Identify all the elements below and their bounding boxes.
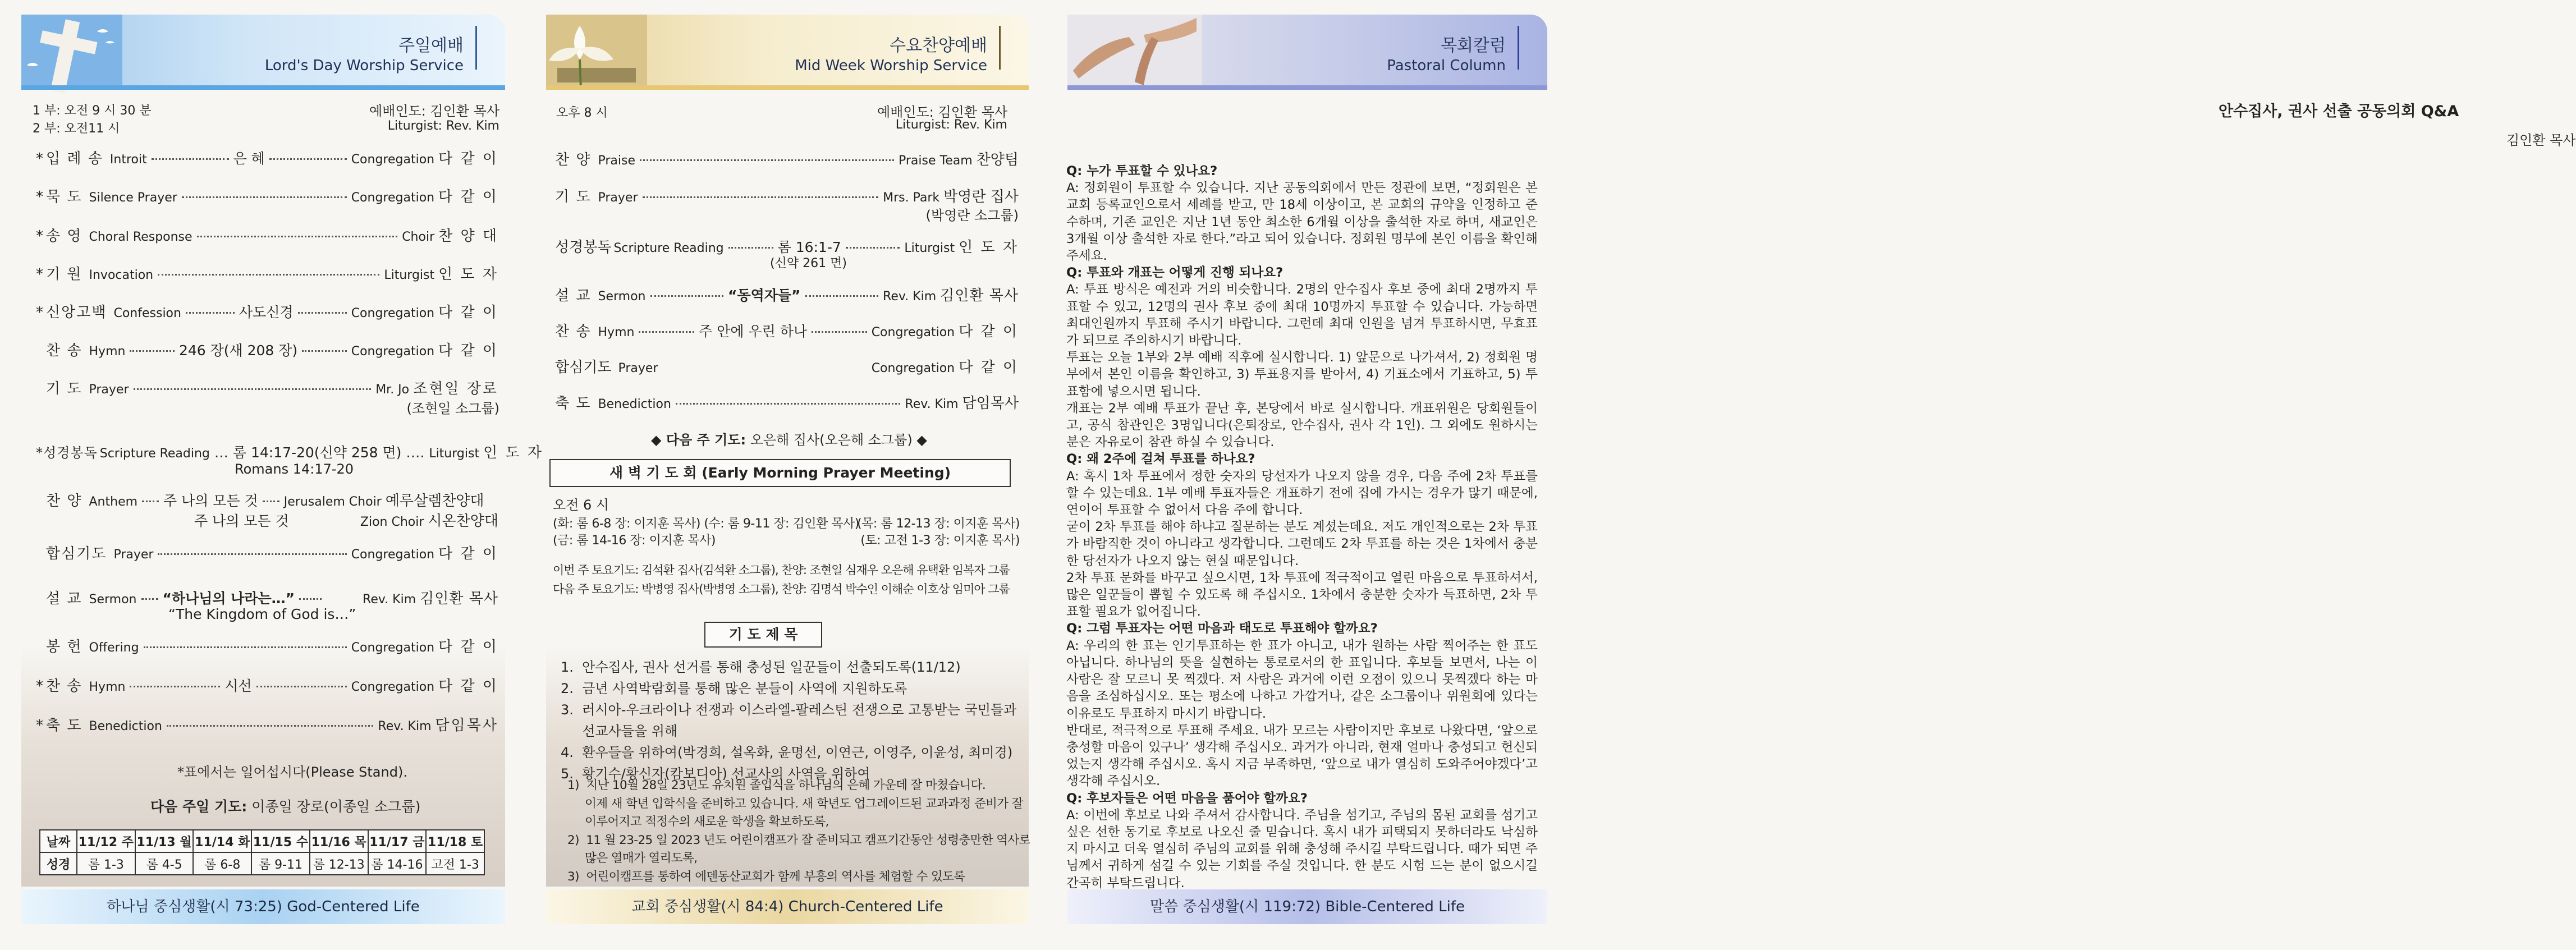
column-paragraph: A: 우리의 한 표는 인기투표하는 한 표가 아니고, 내가 원하는 사람 찍어주는 한 표도 아닙니다. 하나님의 뜻을 실현하는 통로로서의 한 표입니다. 후보들 보면서, 나는 이 사람은 잘 모르니 못 찍겠다. 저 사람은 과거에 이런 오점이 있으니 못찍겠다 하는 마음을 조심하십시오. 또는 평소에 나하고 가깝거나, 같은 소그룹이나 위원회에 있다는 이유로도 투표하지 마시기 바랍니다.: [1066, 638, 1538, 721]
order-detail: “하나님의 나라는…”: [162, 590, 295, 607]
list-item: 1. 안수집사, 권사 선거를 통해 충성된 일꾼들이 선출되도록(11/12): [561, 659, 961, 675]
list-item: 3) 어린이캠프를 통하여 에덴동산교회가 함께 부흥의 역사를 체험할 수 있도록: [567, 869, 965, 884]
table-cell-verse: 롬 12-13: [310, 852, 368, 875]
prayer-group: (박영란 소그룹): [925, 208, 1019, 223]
column-question: Q: 누가 투표할 수 있나요?: [1066, 164, 1218, 178]
column-paragraph: A: 투표 방식은 예전과 거의 비슷합니다. 2명의 안수집사 후보 중에 최대 2명까지 투표할 수 있고, 12명의 권사 후보 중에 최대 10명까지 투표할 수 있습니다. 가능하면 최대인원까지 투표해 주시기 바랍니다. 그런데 최대 인원을 넘겨 투표하시면, 무효표가 되므로 주의하시기 바랍니다.: [1066, 282, 1538, 348]
footer-motto: 하나님 중심생활(시 73:25) God-Centered Life: [21, 889, 505, 924]
order-detail: … 롬 14:17-20(신약 258 면) ….: [214, 444, 425, 461]
column-paragraph: 개표는 2부 예배 투표가 끝난 후, 본당에서 바로 실시합니다. 개표위원은 당회원들이고, 공식 참관인은 3명입니다(은퇴장로, 안수집사, 권사 각 1인). 그 외에도 원하시는 분은 자유로이 참관 하실 수 있습니다.: [1066, 401, 1538, 450]
stand-note: *표에서는 일어섭시다(Please Stand).: [177, 764, 407, 780]
order-item: [36, 224, 498, 245]
order-item-benediction: [555, 392, 1019, 412]
header-title-en: Pastoral Column: [1387, 57, 1506, 74]
order-eng: Prayer: [618, 361, 658, 375]
order-item: [46, 339, 498, 360]
liturgist: Liturgist: Rev. Kim: [387, 119, 499, 133]
column-paragraph: A: 정회원이 투표할 수 있습니다. 지난 공동의회에서 만든 정관에 보면, “정회원은 본 교회 등록교인으로서 세례를 받고, 만 18세 이상이고, 본 교회의 규약을 인정하고 준수하며, 기존 교인은 지난 1년 동안 최소한 6개월 이상을 출석한 자로 하며, 새교인은 3개월 이상 출석한 자로 한다.”라고 되어 있습니다. 정회원 명부에 본인 이름을 확인해 주세요.: [1066, 181, 1538, 264]
next-prayer: 다음 주일 기도: 이종일 장로(이종일 소그룹): [150, 798, 421, 815]
order-leader: Rev. Kim 담임목사: [905, 395, 1019, 412]
order-item-anthem: [46, 489, 498, 510]
service-time: 오후 8 시: [556, 106, 608, 120]
footer-motto: 말씀 중심생활(시 119:72) Bible-Centered Life: [1067, 889, 1547, 924]
column-title: 안수집사, 권사 선출 공동의회 Q&A: [2219, 103, 2459, 120]
order-detail: 사도신경: [239, 304, 294, 320]
order-eng: Hymn: [89, 680, 126, 694]
order-leader: Liturgist 인 도 자: [384, 266, 498, 283]
order-title: 묵 도: [46, 189, 82, 205]
sunday-header: [21, 15, 505, 89]
order-item-sermon: [555, 284, 1019, 305]
order-item-scripture: [36, 441, 543, 462]
table-cell-verse: 롬 6-8: [193, 852, 251, 875]
header-title-en: Mid Week Worship Service: [795, 57, 987, 74]
column-question: Q: 그럼 투표자는 어떤 마음과 태도로 투표해야 할까요?: [1066, 621, 1378, 636]
stand-mark: *: [36, 266, 43, 283]
order-eng: Anthem: [89, 495, 138, 509]
order-item: [36, 147, 498, 168]
order-detail: 주 안에 우린 하나: [699, 323, 808, 339]
bible-reading-table: [39, 829, 485, 875]
column-question: Q: 왜 2주에 걸쳐 투표를 하나요?: [1066, 452, 1255, 467]
order-title: *성경봉독: [36, 445, 98, 461]
order-leader: Congregation 다 같 이: [871, 359, 1019, 376]
order-leader: Congregation 다 같 이: [351, 678, 498, 695]
order-item-sermon: [46, 587, 498, 608]
stand-mark: *: [36, 150, 43, 167]
order-title: 설 교: [46, 590, 82, 607]
order-title: 봉 헌: [46, 639, 82, 655]
order-detail: 주 나의 모든 것: [163, 493, 258, 509]
order-item: [36, 674, 498, 695]
order-title: 찬 송: [46, 678, 82, 695]
order-leader: Rev. Kim 담임목사: [378, 717, 498, 734]
order-title: 설 교: [555, 287, 592, 304]
column-question: Q: 투표와 개표는 어떻게 진행 되나요?: [1066, 265, 1284, 281]
list-item: 2) 11 월 23-25 일 2023 년도 어린이캠프가 잘 준비되고 캠프기간동안 성령충만한 역사로: [567, 833, 1030, 847]
order-leader: Zion Choir 시온찬양대: [360, 513, 498, 530]
sunday-worship-panel: [0, 0, 543, 950]
order-eng: Hymn: [89, 345, 126, 359]
order-eng: Benediction: [598, 397, 671, 411]
order-detail: 시선: [224, 678, 252, 694]
order-eng: Offering: [89, 641, 139, 655]
table-cell-verse: 고전 1-3: [426, 852, 484, 875]
dawn-prayer-time: 오전 6 시: [553, 497, 609, 513]
midweek-header: [546, 15, 1029, 89]
table-cell-date: 11/13 월: [135, 830, 194, 852]
order-leader: Rev. Kim 김인환 목사: [363, 590, 498, 607]
order-leader: Congregation 다 같 이: [351, 639, 498, 655]
column-question: Q: 후보자들은 어떤 마음을 품어야 할까요?: [1066, 791, 1308, 806]
missionary-subtopics: [567, 777, 1030, 886]
order-eng: Introit: [109, 153, 147, 167]
order-leader: Congregation 다 같 이: [351, 304, 498, 321]
dawn-schedule-2b: (토: 고전 1-3 장: 이지훈 목사): [860, 534, 1020, 548]
stand-mark: *: [36, 717, 43, 734]
table-cell-date: 11/17 금: [368, 830, 427, 852]
order-title: 찬 양: [46, 493, 82, 510]
order-title: 입 례 송: [46, 150, 103, 167]
order-title: 찬 송: [555, 323, 592, 340]
order-eng: Confession: [113, 306, 181, 320]
footer-motto: 교회 중심생활(시 84:4) Church-Centered Life: [546, 889, 1029, 924]
order-item-praise: [555, 148, 1019, 169]
order-item: [36, 185, 498, 206]
order-leader: Congregation 다 같 이: [351, 545, 498, 562]
order-leader: Praise Team 찬양팀: [898, 152, 1019, 168]
stand-mark: *: [36, 228, 43, 245]
table-cell-date: 11/15 수: [251, 830, 310, 852]
table-cell-verse: 롬 1-3: [77, 852, 135, 875]
stand-mark: *: [36, 189, 43, 205]
column-paragraph: A: 혹시 1차 투표에서 정한 숫자의 당선자가 나오지 않을 경우, 다음 주에 2차 투표를 할 수 있는데요. 1부 예배 투표자들은 개표하기 전에 집에 가시는 경우가 많기 때문에, 연이어 투표할 수 없어서 다음 주에 합니다.: [1066, 469, 1538, 518]
order-title: 송 영: [46, 228, 82, 245]
order-detail: “동역자들”: [728, 287, 801, 304]
column-header: [1067, 15, 1547, 89]
table-cell-date: 11/18 토: [426, 830, 484, 852]
order-leader: Congregation 다 같 이: [351, 189, 498, 205]
order-title: 합심기도: [555, 359, 612, 376]
order-detail: 주 나의 모든 것: [194, 513, 289, 529]
order-leader: Mr. Jo 조현일 장로: [375, 380, 498, 397]
order-eng: Praise: [598, 154, 636, 168]
header-underline: [1067, 85, 1547, 90]
order-item: [36, 714, 498, 735]
order-title: 기 도: [555, 189, 592, 205]
order-eng: Sermon: [598, 290, 646, 304]
order-eng: Invocation: [89, 268, 154, 282]
column-author: 김인환 목사: [2506, 132, 2576, 148]
order-detail: 은 혜: [233, 150, 265, 167]
prayer-group: (조현일 소그룹): [406, 401, 499, 416]
order-leader: Liturgist 인 도 자: [429, 444, 543, 461]
column-paragraph: 2차 투표 문화를 바꾸고 싶으시면, 1차 투표에 적극적이고 열린 마음으로 투표하셔서, 많은 일꾼들이 뽑힐 수 있도록 해 주십시오. 1차에서 충분한 숫자가 득표하면, 2차 투표할 필요가 없어집니다.: [1066, 570, 1538, 619]
order-title: 합심기도: [46, 545, 107, 562]
order-leader: Congregation 다 같 이: [871, 323, 1019, 340]
list-item: 이제 새 학년 입학식을 준비하고 있습니다. 새 학년도 업그레이드된 교과과정 준비가 잘: [567, 796, 1023, 811]
order-detail: 246 장(새 208 장): [178, 342, 298, 359]
list-item: 5. 황기수/황신자(캄보디아) 선교사의 사역을 위하여: [561, 766, 870, 782]
order-title: 기 원: [46, 266, 82, 283]
order-item-hymn: [555, 320, 1019, 341]
header-title-kr: 수요찬양예배: [890, 36, 987, 56]
order-leader: Choir 찬 양 대: [402, 228, 498, 245]
order-eng: Scripture Reading: [99, 447, 210, 461]
order-eng: Sermon: [89, 593, 137, 607]
table-row-label: 날짜: [40, 830, 77, 852]
dawn-schedule-2a: (금: 롬 14-16 장: 이지훈 목사): [553, 534, 716, 548]
table-cell-date: 11/14 화: [193, 830, 251, 852]
header-accent-bar: [999, 26, 1001, 70]
prayer-topics-list: [561, 657, 1021, 784]
header-accent-bar: [475, 26, 477, 70]
stand-mark: *: [36, 304, 43, 321]
order-leader: Mrs. Park 박영란 집사: [883, 189, 1019, 205]
column-body: [1066, 163, 1538, 892]
table-cell-verse: 롬 14-16: [368, 852, 427, 875]
saturday-prayer-this-week: 이번 주 토요기도: 김석환 집사(김석환 소그룹), 찬양: 조현일 심재우 오은해 유택환 임복자 그룹: [553, 563, 1010, 577]
table-row-label: 성경: [40, 852, 77, 875]
table-cell-verse: 롬 9-11: [251, 852, 310, 875]
saturday-prayer-next-week: 다음 주 토요기도: 박병영 집사(박병영 소그룹), 찬양: 김명석 박수인 이해순 이호상 임미아 그룹: [553, 582, 1010, 596]
list-item: 이루어지고 적정수의 새로운 학생을 확보하도록,: [567, 815, 829, 829]
list-item: 2. 금년 사역박람회를 통해 많은 분들이 사역에 지원하도록: [561, 681, 907, 696]
order-eng: Prayer: [89, 383, 129, 397]
scripture-page: (신약 261 면): [770, 256, 847, 270]
header-title-kr: 목회칼럼: [1441, 36, 1506, 56]
prayer-topics-title: 기 도 제 목: [704, 622, 822, 648]
table-cell-date: 11/16 목: [310, 830, 368, 852]
leader: 예배인도: 김인환 목사: [877, 104, 1007, 120]
order-detail: 롬 16:1-7: [777, 239, 841, 255]
column-paragraph: 반대로, 적극적으로 투표해 주세요. 내가 모르는 사람이지만 후보로 나왔다면, ‘앞으로 충성할 마음이 있구나’ 생각해 주십시오. 과거가 아니라, 현재 얼마나 충성되고 헌신되었는지 생각해 주십시오. 혹시 지금 부족하면, ‘앞으로 내가 열심히 도와주어야겠다’고 생각해 주십시오.: [1066, 723, 1538, 789]
order-eng: Prayer: [113, 548, 154, 562]
header-underline: [546, 85, 1029, 90]
dawn-prayer-title: 새 벽 기 도 회 (Early Morning Prayer Meeting): [549, 459, 1011, 487]
next-prayer: ◆ 다음 주 기도: 오은해 집사(오은해 소그룹) ◆: [651, 432, 927, 448]
midweek-worship-panel: [536, 0, 1030, 950]
order-leader: Congregation 다 같 이: [351, 150, 498, 167]
order-item: [46, 635, 498, 656]
order-leader: Rev. Kim 김인환 목사: [883, 287, 1019, 304]
order-title: 찬 송: [46, 342, 82, 359]
list-item: 많은 열매가 열리도록,: [567, 851, 698, 865]
sermon-title-en: “The Kingdom of God is…”: [168, 606, 356, 622]
order-eng: Prayer: [598, 191, 638, 205]
order-eng: Benediction: [89, 719, 162, 733]
list-item: 1) 지난 10월 28일 23년도 유치원 졸업식을 하나님의 은혜 가운데 잘 마쳤습니다.: [567, 778, 986, 792]
order-eng: Silence Prayer: [89, 191, 177, 205]
dawn-schedule-1a: (화: 롬 6-8 장: 이지훈 목사) (수: 롬 9-11 장: 김인환 목사): [553, 517, 859, 531]
header-accent-bar: [1518, 26, 1519, 70]
header-underline: [21, 85, 505, 90]
scripture-en-ref: Romans 14:17-20: [235, 461, 354, 477]
service-time-1: 1 부: 오전 9 시 30 분: [33, 104, 152, 118]
order-leader: Congregation 다 같 이: [351, 342, 499, 359]
table-cell-verse: 롬 4-5: [135, 852, 194, 875]
order-item-anthem-2: [194, 510, 498, 530]
order-item: [46, 542, 498, 563]
order-title: 성경봉독: [555, 239, 612, 256]
list-item: 선교사들을 위해: [561, 723, 678, 739]
stand-mark: *: [36, 678, 43, 695]
order-item-together-prayer: [555, 356, 1019, 377]
order-eng: Choral Response: [89, 230, 192, 244]
order-leader: Liturgist 인 도 자: [904, 239, 1019, 256]
column-paragraph: 투표는 오늘 1부와 2부 예배 직후에 실시합니다. 1) 앞문으로 나가셔서, 2) 정회원 명부에서 본인 이름을 확인하고, 3) 투표용지를 받아서, 4) 기표소에서 기표하고, 5) 투표함에 넣으시면 됩니다.: [1066, 350, 1538, 399]
column-paragraph: 굳이 2차 투표를 해야 하냐고 질문하는 분도 계셨는데요. 저도 개인적으로는 2차 투표가 바람직한 것이 아니라고 생각합니다. 그런데도 2차 투표를 하는 것은 1차에서 충분한 당선자가 나오지 않는 현실 때문입니다.: [1066, 520, 1538, 568]
column-paragraph: A: 이번에 후보로 나와 주셔서 감사합니다. 주님을 섬기고, 주님의 몸된 교회를 섬기고 싶은 선한 동기로 후보로 나오신 줄 믿습니다. 혹시 내가 피택되지 못하더라도 낙심하지 마시고 더욱 열심히 주님의 교회를 위해 충성해 주시길 부탁드립니다. 때가 되면 주님께서 귀하게 섬길 수 있는 기회를 주실 것입니다. 한 분도 시험 드는 분이 없으시길 간곡히 부탁드립니다.: [1066, 807, 1538, 891]
order-eng: Hymn: [598, 325, 635, 339]
liturgist: Liturgist: Rev. Kim: [895, 118, 1007, 132]
order-leader: Jerusalem Choir 예루살렘찬양대: [283, 493, 484, 510]
leader: 예배인도: 김인환 목사: [369, 103, 499, 119]
hands-icon: [1067, 15, 1202, 89]
list-item: 3. 러시아-우크라이나 전쟁과 이스라엘-팔레스틴 전쟁으로 고통받는 국민들과: [561, 702, 1017, 718]
order-title: 찬 양: [555, 152, 592, 168]
order-item-prayer: [555, 185, 1019, 206]
order-item: [46, 377, 498, 398]
order-eng: Scripture Reading: [613, 241, 724, 255]
order-title: 기 도: [46, 380, 82, 397]
order-item: [36, 301, 498, 322]
cross-icon: [21, 15, 122, 89]
header-title-kr: 주일예배: [398, 36, 464, 56]
lily-icon: [546, 15, 647, 89]
table-cell-date: 11/12 주: [77, 830, 135, 852]
order-title: 축 도: [555, 395, 592, 412]
order-title: 축 도: [46, 717, 82, 734]
header-title-en: Lord's Day Worship Service: [264, 57, 464, 74]
order-item: [36, 263, 498, 283]
dawn-schedule-1b: (목: 롬 12-13 장: 이지훈 목사): [857, 517, 1020, 531]
order-title: 신앙고백: [46, 304, 107, 321]
list-item: 4. 환우들을 위하여(박경희, 설옥화, 윤명선, 이연근, 이영주, 이윤성, 최미경): [561, 745, 1013, 760]
service-time-2: 2 부: 오전11 시: [33, 122, 120, 136]
